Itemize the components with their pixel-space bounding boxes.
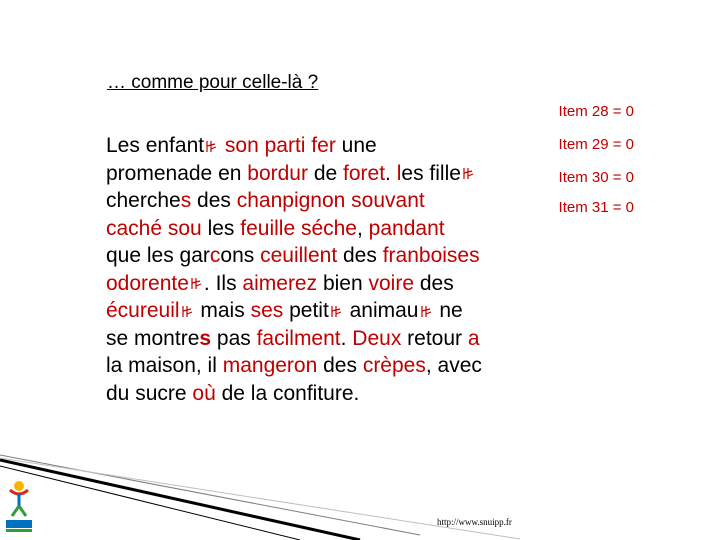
text-segment: retour (401, 326, 468, 350)
text-segment: animau (343, 299, 419, 322)
error-word: pandant (368, 216, 445, 240)
text-segment: . (385, 161, 397, 185)
error-word: a (467, 326, 480, 350)
text-segment: es fille (401, 161, 461, 185)
text-segment: de (307, 161, 344, 185)
error-word: s (199, 326, 212, 350)
text-segment: des (414, 271, 454, 295)
paragraph-line (106, 352, 546, 380)
error-word: écureuil (106, 299, 180, 322)
error-word: son parti fer (219, 134, 336, 157)
error-word: feuille séche (240, 216, 357, 240)
text-segment: mais (194, 299, 251, 322)
text-segment: ne (433, 299, 463, 322)
missing-plural-mark-icon (462, 167, 475, 180)
text-segment: , avec (425, 354, 482, 377)
text-segment: ons (220, 244, 261, 267)
footer-url[interactable]: http://www.snuipp.fr (437, 517, 512, 527)
text-segment: les (201, 216, 241, 240)
error-word: odorente (106, 271, 189, 295)
text-segment: cherche (106, 189, 181, 212)
error-word: caché sou (106, 216, 202, 240)
missing-plural-mark-icon (420, 305, 433, 318)
snuipp-logo (2, 476, 36, 536)
error-word: s (180, 189, 192, 212)
text-segment: . (340, 326, 353, 350)
text-segment: pas (211, 326, 257, 350)
error-word: c (209, 244, 221, 267)
paragraph-line (106, 380, 546, 408)
error-word: crèpes (362, 354, 426, 377)
missing-plural-mark-icon (181, 305, 194, 318)
error-word: chanpignon souvant (236, 189, 425, 212)
text-segment: . Ils (203, 271, 243, 295)
error-word: Deux (352, 326, 402, 350)
missing-plural-mark-icon (190, 277, 203, 290)
error-word: l (396, 161, 402, 185)
text-segment: la maison, il (106, 354, 223, 377)
text-segment: se montre (106, 326, 200, 350)
slide-title: … comme pour celle-là ? (107, 72, 319, 93)
paragraph-line (106, 242, 546, 270)
error-word: ceuillent (260, 244, 338, 267)
text-segment: bien (317, 271, 369, 295)
item-score: Item 28 = 0 (558, 103, 634, 120)
missing-plural-mark-icon (205, 140, 218, 153)
text-segment: promenade en (106, 161, 248, 185)
text-segment: des (337, 244, 383, 267)
error-word: où (192, 381, 216, 405)
text-segment: des (317, 354, 363, 377)
text-segment: du sucre (106, 381, 193, 405)
error-word: facilment (256, 326, 341, 350)
decorative-swoosh-lines (0, 440, 720, 540)
paragraph-line (106, 132, 546, 160)
text-segment: , (357, 216, 369, 240)
error-word: mangeron (222, 354, 318, 377)
dictation-paragraph (106, 132, 546, 407)
error-word: voire (368, 271, 415, 295)
missing-plural-mark-icon (330, 305, 343, 318)
text-segment: Les enfant (106, 134, 205, 157)
error-word: aimerez (242, 271, 318, 295)
item-score: Item 30 = 0 (558, 169, 634, 186)
text-segment: une (335, 134, 377, 157)
paragraph-line (106, 270, 546, 298)
error-word: ses (250, 299, 284, 322)
item-scores (559, 104, 634, 216)
paragraph-line (106, 325, 546, 353)
error-word: bordur (247, 161, 308, 185)
text-segment: que les gar (106, 244, 210, 267)
text-segment: de la confiture. (215, 381, 360, 405)
paragraph-line (106, 297, 546, 325)
paragraph-line (106, 160, 546, 188)
text-segment: des (191, 189, 237, 212)
text-segment: petit (283, 299, 329, 322)
item-score: Item 31 = 0 (558, 199, 634, 216)
error-word: franboises (382, 244, 480, 267)
item-score: Item 29 = 0 (558, 136, 634, 153)
error-word: foret (343, 161, 386, 185)
paragraph-line (106, 187, 546, 215)
paragraph-line (106, 215, 546, 243)
